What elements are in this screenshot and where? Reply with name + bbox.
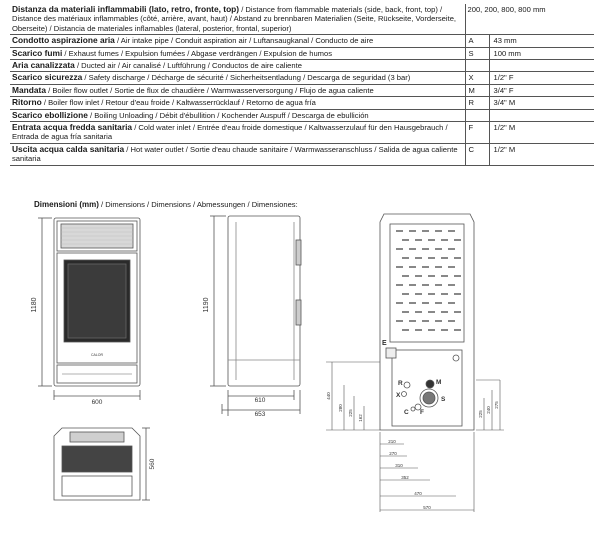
vent-slot: [448, 302, 455, 304]
vent-slot: [441, 329, 448, 331]
spec-translations: / Boiling Unloading / Débit d'ébullition / Kochender Auspuff / Descarga de ebullición: [87, 110, 369, 120]
rear-dim-210: 210: [388, 439, 396, 444]
spec-title: Entrata acqua fredda sanitaria: [12, 122, 133, 133]
vent-slot: [454, 239, 461, 241]
rear-dim-310: 310: [395, 463, 403, 468]
vent-slot: [415, 257, 422, 259]
spec-title: Aria canalizzata: [12, 60, 75, 71]
rear-bottom-dims: [380, 432, 474, 512]
marker-f: F: [420, 409, 424, 416]
spec-title: Mandata: [12, 84, 46, 95]
spec-value: 3/4" M: [489, 97, 594, 109]
connection-m: [426, 380, 434, 388]
dimensions-title-bold: Dimensioni (mm): [34, 200, 99, 209]
spec-translations: / Cold water inlet / Entrée d'eau froide domestique / Kaltwasserzulauf für den Hausgebrauch / Entrada de agua fría sanitaria: [12, 123, 448, 142]
spec-title: Distanza da materiali inflammabili (lato, retro, fronte, top): [12, 4, 240, 14]
vent-slot: [422, 266, 429, 268]
vent-slot: [396, 320, 403, 322]
rear-connection-panel: [392, 350, 462, 426]
spec-title: Scarico fumi: [12, 47, 63, 58]
side-height-label: 1190: [203, 297, 210, 313]
vent-slot: [435, 302, 442, 304]
vent-slot: [422, 248, 429, 250]
rear-dim-225-right: 225: [478, 410, 483, 418]
spec-translations: / Hot water outlet / Sortie d'eau chaude sanitaire / Warmwasseranschluss / Salida de agua caliente sanitaria: [12, 144, 458, 164]
top-hopper-lid: [62, 476, 132, 496]
front-view: [38, 218, 140, 400]
side-handle: [296, 240, 301, 265]
rear-small-port: [453, 355, 459, 361]
vent-slot: [422, 320, 429, 322]
connection-x: [402, 392, 407, 397]
vent-slot: [435, 248, 442, 250]
vent-slot: [402, 239, 409, 241]
spec-code: C: [465, 143, 489, 165]
vent-slot: [448, 230, 455, 232]
spec-title: Condotto aspirazione aria: [12, 35, 115, 46]
vent-slot: [409, 320, 416, 322]
vent-slot: [409, 230, 416, 232]
marker-c: C: [404, 409, 409, 416]
spec-translations: / Boiler flow outlet / Sortie de flux de chaudière / Warmwasserversorgung / Flujo de agua caliente: [45, 85, 374, 95]
spec-translations: / Boiler flow inlet / Retour d'eau froide / Kaltwasserrücklauf / Retorno de agua fría: [41, 98, 316, 108]
top-grille: [70, 432, 124, 442]
vent-slot: [428, 293, 435, 295]
vent-slot: [409, 284, 416, 286]
spec-value: 100 mm: [489, 47, 594, 59]
rear-vent-panel: [390, 224, 464, 342]
rear-dim-352: 352: [401, 475, 409, 480]
vent-slot: [428, 275, 435, 277]
rear-dim-240: 240: [486, 406, 491, 414]
vent-slot: [435, 320, 442, 322]
spec-translations: / Safety discharge / Décharge de sécurité / Sicherheitsentladung / Descarga de seguridad (3 bar): [82, 73, 411, 83]
rear-dim-280: 280: [338, 404, 343, 412]
vent-slot: [454, 257, 461, 259]
vent-slot: [409, 266, 416, 268]
front-width-label: 600: [91, 399, 103, 406]
marker-m: M: [436, 379, 442, 386]
rear-dim-225-left: 225: [348, 409, 353, 417]
vent-slot: [422, 230, 429, 232]
dimensions-title-text: / Dimensions / Dimensions / Abmessungen / Dimensiones:: [98, 200, 298, 209]
side-view: [210, 216, 301, 416]
spec-translations: / Ducted air / Air canalisé / Luftführung / Conductos de aire caliente: [74, 61, 302, 71]
vent-slot: [435, 266, 442, 268]
spec-code: F: [465, 122, 489, 144]
vent-slot: [441, 239, 448, 241]
spec-title: Uscita acqua calda sanitaria: [12, 143, 125, 154]
top-depth-label: 560: [149, 458, 156, 470]
vent-slot: [428, 257, 435, 259]
vent-slot: [396, 230, 403, 232]
vent-slot: [415, 275, 422, 277]
vent-slot: [396, 284, 403, 286]
vent-slot: [441, 293, 448, 295]
side-depth-inner-label: 610: [254, 397, 266, 404]
connection-s: [423, 392, 435, 404]
spec-code: X: [465, 72, 489, 84]
rear-left-dims: [326, 362, 380, 430]
spec-value: 43 mm: [489, 35, 594, 47]
vent-slot: [415, 329, 422, 331]
vent-slot: [402, 311, 409, 313]
vent-slot: [435, 284, 442, 286]
top-view: [54, 428, 150, 500]
vent-slot: [454, 275, 461, 277]
spec-code: A: [465, 35, 489, 47]
vent-slot: [448, 320, 455, 322]
connection-e: [386, 348, 396, 358]
vent-slot: [454, 311, 461, 313]
vent-slot: [402, 293, 409, 295]
spec-title: Ritorno: [12, 97, 42, 108]
spec-value: 3/4" F: [489, 84, 594, 96]
vent-slot: [448, 284, 455, 286]
vent-slot: [396, 302, 403, 304]
vent-slot: [409, 248, 416, 250]
vent-slot: [409, 302, 416, 304]
vent-slot: [422, 284, 429, 286]
front-height-label: 1180: [31, 297, 38, 313]
vent-slot: [428, 329, 435, 331]
vent-slot: [441, 257, 448, 259]
rear-right-dims: [476, 380, 504, 430]
front-brand-label: CALOR: [90, 353, 104, 357]
rear-view: [326, 214, 504, 512]
vent-slot: [428, 311, 435, 313]
front-firebox: [68, 264, 126, 338]
rear-dim-270: 270: [389, 451, 397, 456]
vent-slot: [448, 248, 455, 250]
side-depth-outer-label: 653: [254, 411, 266, 418]
connection-r: [404, 382, 410, 388]
spec-title: Scarico sicurezza: [12, 72, 83, 83]
rear-dim-570: 570: [423, 505, 431, 510]
spec-code: M: [465, 84, 489, 96]
vent-slot: [396, 248, 403, 250]
spec-value: 1/2" M: [489, 122, 594, 144]
vent-slot: [454, 329, 461, 331]
vent-slot: [402, 329, 409, 331]
vent-slot: [435, 230, 442, 232]
spec-code: S: [465, 47, 489, 59]
vent-slot: [402, 275, 409, 277]
vent-slot: [428, 239, 435, 241]
vent-slot: [441, 275, 448, 277]
spec-translations: / Distance from flammable materials (side, back, front, top) / Distance des matériaux inflammables (côté, arrière, avant, haut) / Abstand zu brennbaren Materialien (Seite, Rückseite, Vorderseite, Oberseite) / Distancia de materiales inflamables (lateral, posterior, frontal, superior): [12, 5, 457, 33]
spec-code: R: [465, 97, 489, 109]
vent-slot: [422, 302, 429, 304]
vent-slot: [415, 293, 422, 295]
vent-slot: [415, 311, 422, 313]
vent-slot: [454, 293, 461, 295]
vent-slot: [415, 239, 422, 241]
marker-r: R: [398, 380, 403, 387]
side-body-outline: [228, 216, 300, 386]
top-flue-area: [62, 446, 132, 472]
spec-value: 1/2" F: [489, 72, 594, 84]
rear-dim-440: 440: [326, 392, 331, 400]
rear-vent-slots: [396, 230, 461, 331]
marker-s: S: [441, 396, 446, 403]
spec-translations: / Exhaust fumes / Expulsion fumées / Abgase verdrängen / Expulsion de humos: [62, 48, 333, 58]
rear-dim-162: 162: [358, 414, 363, 422]
spec-title: Scarico ebollizione: [12, 109, 88, 120]
vent-slot: [448, 266, 455, 268]
marker-x: X: [396, 392, 401, 399]
rear-dim-470: 470: [414, 491, 422, 496]
spec-value: 200, 200, 800, 800 mm: [465, 4, 594, 35]
spec-value: 1/2" M: [489, 143, 594, 165]
connection-c: [411, 407, 415, 411]
rear-dim-275: 275: [494, 401, 499, 409]
vent-slot: [441, 311, 448, 313]
vent-slot: [396, 266, 403, 268]
spec-translations: / Air intake pipe / Conduit aspiration air / Luftansaugkanal / Conducto de aire: [114, 36, 374, 46]
vent-slot: [402, 257, 409, 259]
marker-e: E: [382, 340, 387, 347]
